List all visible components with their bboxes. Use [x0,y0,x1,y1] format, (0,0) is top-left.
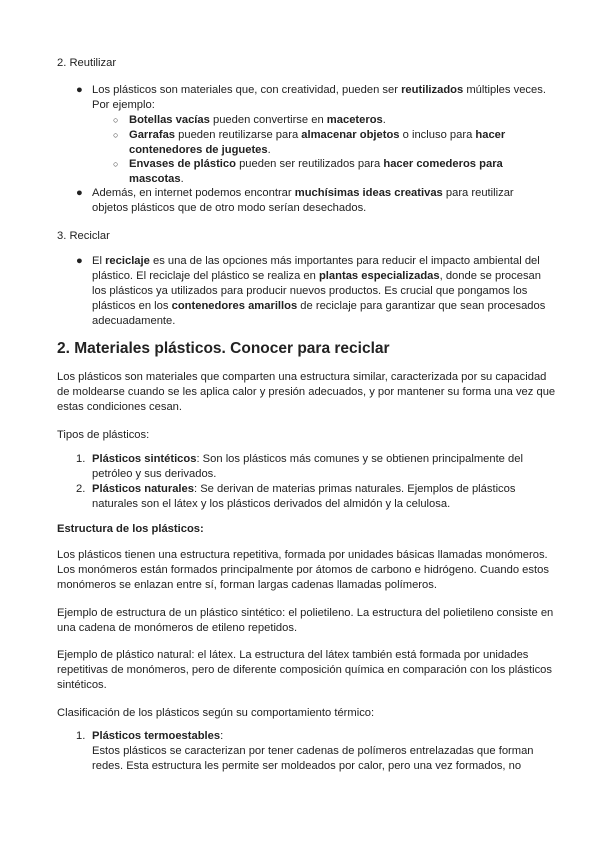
clasificacion-label: Clasificación de los plásticos según su comportamiento térmico: [57,707,375,719]
list-number: 2. [76,483,86,495]
bullet-marker: ● [76,255,83,267]
reutilizar-bullet-2: Además, en internet podemos encontrar muchísimas ideas creativas para reutilizar objetos plásticos que de otro modo serían desechados. [92,187,514,214]
tipos-label: Tipos de plásticos: [57,429,150,441]
bullet-marker: ● [76,84,83,96]
sub-bullet-marker: ○ [113,115,119,125]
section-title: 2. Materiales plásticos. Conocer para reciclar [57,340,390,357]
list-number: 1. [76,730,86,742]
list-number: 1. [76,453,86,465]
reutilizar-sub-bullet-1: Botellas vacías pueden convertirse en maceteros. [129,114,386,126]
estructura-paragraph-1: Los plásticos tienen una estructura repetitiva, formada por unidades básicas llamadas monómeros. Los monómeros están formados principalmente por átomos de carbono e hidrógeno. Cuando estos monómeros se enlazan entre sí, forman largas cadenas llamadas polímeros. [57,549,549,591]
reciclar-heading: 3. Reciclar [57,230,110,242]
intro-paragraph: Los plásticos son materiales que comparten una estructura similar, caracterizada por su capacidad de moldearse cuando se les aplica calor y presión adecuados, y por mantener su forma una vez que estas condiciones cesan. [57,371,556,413]
reutilizar-sub-bullet-2: Garrafas pueden reutilizarse para almacenar objetos o incluso para hacer contenedores de juguetes. [129,129,506,156]
tipo-naturales: Plásticos naturales: Se derivan de materias primas naturales. Ejemplos de plásticos naturales son el látex y los plásticos derivados del almidón y la celulosa. [92,483,516,510]
sub-bullet-marker: ○ [113,159,119,169]
estructura-heading: Estructura de los plásticos: [57,523,204,535]
bullet-marker: ● [76,187,83,199]
reutilizar-bullet-1: Los plásticos son materiales que, con creatividad, pueden ser reutilizados múltiples veces. Por ejemplo: [92,84,546,111]
tipo-sinteticos: Plásticos sintéticos: Son los plásticos más comunes y se obtienen principalmente del petróleo y sus derivados. [92,453,523,480]
termoestables-item: Plásticos termoestables: [92,730,224,742]
reutilizar-heading: 2. Reutilizar [57,57,117,69]
estructura-paragraph-3: Ejemplo de plástico natural: el látex. La estructura del látex también está formada por unidades repetitivas de monómeros, pero de diferente composición química en comparación con los plásticos sintéticos. [57,649,552,691]
sub-bullet-marker: ○ [113,130,119,140]
reciclar-bullet-1: El reciclaje es una de las opciones más importantes para reducir el impacto ambiental del plástico. El reciclaje del plástico se realiza en plantas especializadas, donde se procesan los plásticos ya utilizados para producir nuevos productos. Es crucial que pongamos los plásticos en los contenedores amarillos de reciclaje para garantizar que sean procesados adecuadamente. [92,255,546,327]
termoestables-text: Estos plásticos se caracterizan por tener cadenas de polímeros entrelazadas que forman redes. Esta estructura les permite ser moldeados por calor, pero una vez formados, no [92,745,534,772]
estructura-paragraph-2: Ejemplo de estructura de un plástico sintético: el polietileno. La estructura del polietileno consiste en una cadena de monómeros de etileno repetidos. [57,607,554,634]
reutilizar-sub-bullet-3: Envases de plástico pueden ser reutilizados para hacer comederos para mascotas. [129,158,503,185]
